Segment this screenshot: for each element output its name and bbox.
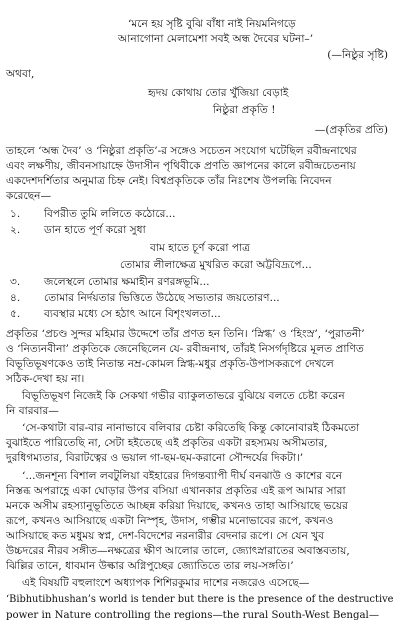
para6-line-3: power in Nature controlling the regions—the rural South-West Bengal— — [6, 610, 380, 621]
para1-line-1: তাহলে ‘অন্ধ দৈব’ ও ‘নিষ্ঠুরা প্রকৃতি’-র সঙ্গেও সচেতন সংযোগ ঘটেছিল রবীন্দ্রনাথের — [6, 145, 357, 157]
quote1-citation: (—নিষ্ঠুর সৃষ্টি) — [327, 49, 388, 61]
quote2-line-1: হৃদয় কোথায় তোর খুঁজিয়া বেড়াই — [148, 87, 289, 99]
list-number: ৪. — [10, 292, 21, 304]
para4-line-1: ‘সে-কথাটা বার-বার নানাভাবে বলিবার চেষ্টা করিতেছি কিন্তু কোনোবারই ঠিকমতো — [22, 422, 360, 434]
para5-line-6: উচ্চদরের নীরব সঙ্গীত—নক্ষত্রের ক্ষীণ আলোর তালে, জ্যোৎস্নারাতের অবাস্তবতায়, — [6, 545, 350, 557]
para4-line-3: দুরধিগম্যতার, বিরাটত্বের ও ভয়াল গা-ছম-ছম-করানো সৌন্দর্যের দিকটা।’ — [6, 452, 304, 464]
list-number: ১. — [10, 208, 21, 220]
para5-line-5: আসিয়াছে কত মধুময় স্বপ্ন, দেশ-বিদেশের নরনারীর বেদনার রূপে। সে যেন খুব — [6, 530, 324, 542]
para5-line-7: ঝিল্লির তানে, ধাবমান উল্কার অগ্নিপুচ্ছের জ্যোতিতে তার লয়-সঙ্গতি।’ — [6, 560, 294, 572]
list-item: বিপরীত তুমি ললিতে কঠোরে... — [44, 208, 176, 220]
list-number: ২. — [10, 224, 21, 236]
list-item: জলেস্থলে তোমার ক্ষমাহীন রণরঙ্গভূমি... — [44, 276, 210, 288]
para5-line-3: মনকে অসীম রহস্যানুভূতিতে আচ্ছন্ন করিয়া দিয়াছে, কখনও তাহা আসিয়াছে ভয়ের — [6, 500, 348, 512]
list-item: তোমার নির্দয়তার ভিত্তিতে উঠেছে সভ্যতার জয়তোরণ... — [44, 292, 280, 304]
list-item: ডান হাতে পূর্ণ করো সুধা — [44, 224, 146, 236]
quote1-line-1: ‘মনে হয় সৃষ্টি বুঝি বাঁধা নাই নিয়মনিগড়ে — [128, 18, 296, 30]
list-number: ৩. — [10, 276, 21, 288]
para3-line-2: নি বারবার— — [6, 405, 59, 417]
list-item: ব্যবস্থার মধ্যে সে হঠাৎ আনে বিশৃংখলতা... — [44, 308, 221, 320]
para4-line-2: বুঝাইতে পারিতেছি না, সেটা হইতেছে এই প্রকৃতির একটা রহস্যময় অসীমতার, — [6, 437, 328, 449]
quote1-line-2: আনাগোনা মেলামেশা সবই অন্ধ দৈবের ঘটনা–’ — [118, 33, 314, 45]
para2-line-2: ও ‘নিত্যনবীনা’ প্রকৃতিকে জেনেছিলেন যে- রবীন্দ্রনাথ, তাঁরই নিসর্গদৃষ্টিরে মূলত প্রাণিত — [6, 343, 364, 355]
quote2-citation: —(প্রকৃতির প্রতি) — [314, 124, 388, 136]
para5-line-2: নিস্তব্ধ অপরাহ্ণে একা ঘোড়ার উপর বসিয়া এখানকার প্রকৃতির এই রূপ আমার সারা — [6, 485, 346, 497]
list-continuation-line-1: বাম হাতে চূর্ণ করো পাত্র — [150, 242, 250, 254]
connector-text: অথবা, — [6, 68, 35, 80]
para2-line-3: বিভূতিভূষণকেও তাই নিতান্ত নম্র-কোমল স্নিগ্ধ-মধুর প্রকৃতি-উপাসকরূপে দেখলে — [6, 358, 334, 370]
list-continuation-line-2: তোমার লীলাক্ষেত্র মুখরিত করো অট্টবিদ্রূপে... — [120, 259, 312, 271]
para1-line-2: এবং লক্ষণীয়, জীবনসায়াহ্নে উদাসীন পৃথিবীকে প্রণতি জ্ঞাপনের কালে রবীন্দ্রচেতনায় — [6, 160, 356, 172]
para5-line-4: রূপে, কখনও আসিয়াছে একটা নিস্পৃহ, উদাস, গম্ভীর মনোভাবের রূপে, কখনও — [6, 515, 334, 527]
para6-line-1: এই বিষয়টি বহুলাংশে অধ্যাপক শিশিরকুমার দাশের নজরেও এসেছে— — [22, 577, 310, 589]
list-number: ৫. — [10, 308, 21, 320]
para3-line-1: বিভূতিভূষণ নিজেই কি সেকথা গভীর ব্যাকুলতাভরে বুঝিয়ে বলতে চেষ্টা করেন — [22, 390, 345, 402]
para2-line-1: প্রকৃতির ‘প্রচণ্ড সুন্দর মহিমার উদ্দেশে তাঁর প্রণত হন তিনি। ‘স্নিগ্ধ’ ও ‘হিংস্র’, ‘পুরাতনী’ — [6, 328, 365, 340]
para6-line-2: ‘Bibhutibhushan’s world is tender but there is the presence of the destructive — [6, 594, 394, 605]
para2-line-4: সঠিক-দেখা হয় না। — [6, 373, 85, 385]
para5-line-1: ‘...জনশূন্য বিশাল লবটুলিয়া বইহারের দিগন্তব্যাপী দীর্ঘ বনঝাউ ও কাশের বনে — [22, 470, 343, 482]
quote2-line-2: নিষ্ঠুরা প্রকৃতি ! — [213, 104, 276, 116]
para1-line-3: একদেশদর্শিতার অনুমাত্র চিহ্ন নেই। বিশ্বপ্রকৃতিকে তাঁর নিঃশেষ উপলব্ধি নিবেদন — [6, 175, 332, 187]
para1-line-4: করেছেন— — [6, 190, 52, 202]
